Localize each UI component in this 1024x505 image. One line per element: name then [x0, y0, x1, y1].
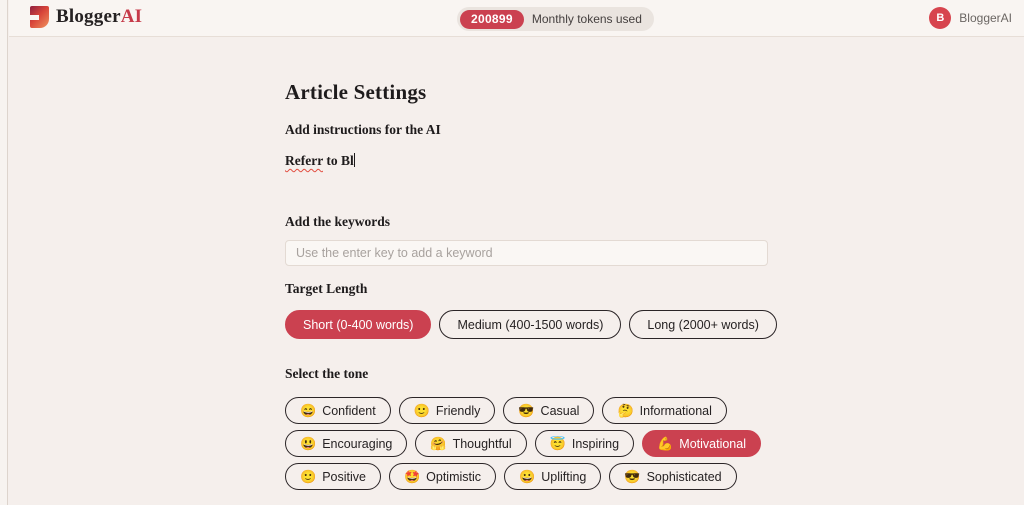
target-length-options [285, 310, 785, 339]
slight-smile-face-icon: 🙂 [300, 469, 317, 484]
tokens-label: Monthly tokens used [531, 12, 642, 26]
grinning-face-icon: 😄 [300, 403, 317, 418]
window-edge-strip [0, 0, 8, 505]
smiling-face-icon: 🙂 [413, 403, 430, 418]
flexed-biceps-icon: 💪 [657, 436, 674, 451]
tone-option-label: Friendly [435, 403, 481, 418]
logo-text [56, 6, 142, 28]
length-option-medium[interactable]: Medium (400-1500 words) [439, 310, 621, 339]
instructions-label: Add instructions for the AI [285, 122, 441, 137]
open-smile-face-icon: 😃 [300, 436, 317, 451]
tone-option-label: Thoughtful [452, 436, 512, 451]
tone-options [285, 397, 785, 490]
tone-option-label: Uplifting [541, 469, 587, 484]
keywords-label: Add the keywords [285, 214, 391, 229]
tone-option-label: Optimistic [426, 469, 482, 484]
tone-option-thoughtful[interactable] [415, 430, 526, 457]
tone-option-label: Casual [540, 403, 580, 418]
length-option-short[interactable]: Short (0-400 words) [285, 310, 431, 339]
logo-text-accent: AI [120, 6, 143, 27]
length-option-long[interactable]: Long (2000+ words) [629, 310, 777, 339]
tone-option-encouraging[interactable] [285, 430, 407, 457]
thinking-face-icon: 🤔 [617, 403, 634, 418]
tone-option-label: Sophisticated [646, 469, 722, 484]
tone-option-optimistic[interactable] [389, 463, 496, 490]
tone-option-informational[interactable] [602, 397, 726, 424]
page-title: Article Settings [285, 80, 427, 104]
halo-face-icon: 😇 [549, 436, 566, 451]
bloggerai-logo-icon [30, 6, 49, 28]
keyword-input[interactable] [285, 240, 768, 266]
tone-option-label: Encouraging [322, 436, 393, 451]
logo-text-primary: Blogger [56, 6, 121, 27]
tone-option-inspiring[interactable] [535, 430, 634, 457]
monthly-tokens-badge [457, 7, 654, 31]
avatar[interactable]: B [929, 7, 951, 29]
tone-option-label: Inspiring [571, 436, 620, 451]
tone-row-3 [285, 463, 785, 490]
instructions-text-misspelled: Referr [285, 153, 323, 168]
grinning-open-face-icon: 😀 [519, 469, 536, 484]
instructions-editor[interactable] [285, 153, 768, 171]
tone-option-label: Motivational [679, 436, 746, 451]
tone-option-label: Informational [639, 403, 712, 418]
tone-option-label: Positive [322, 469, 366, 484]
article-settings-panel [285, 37, 785, 490]
tone-row-1 [285, 397, 785, 424]
sunglasses-face-icon: 😎 [624, 469, 641, 484]
user-menu[interactable] [929, 7, 1012, 29]
text-cursor [354, 153, 355, 167]
tone-option-label: Confident [322, 403, 376, 418]
tone-option-uplifting[interactable] [504, 463, 601, 490]
tokens-count-badge: 200899 [460, 10, 524, 29]
sunglasses-face-icon: 😎 [518, 403, 535, 418]
tone-option-friendly[interactable] [399, 397, 496, 424]
tone-option-positive[interactable] [285, 463, 381, 490]
tone-option-casual[interactable] [503, 397, 594, 424]
instructions-text: to Bl [322, 153, 354, 168]
hugging-face-icon: 🤗 [430, 436, 447, 451]
star-struck-face-icon: 🤩 [403, 469, 421, 484]
app-header [9, 0, 1024, 37]
tone-label: Select the tone [285, 366, 369, 381]
target-length-label: Target Length [285, 281, 368, 296]
tone-option-confident[interactable] [285, 397, 391, 424]
tone-option-motivational[interactable] [642, 430, 761, 457]
logo[interactable] [30, 6, 142, 28]
tone-option-sophisticated[interactable] [609, 463, 736, 490]
user-name: BloggerAI [959, 11, 1012, 25]
tone-row-2 [285, 430, 785, 457]
